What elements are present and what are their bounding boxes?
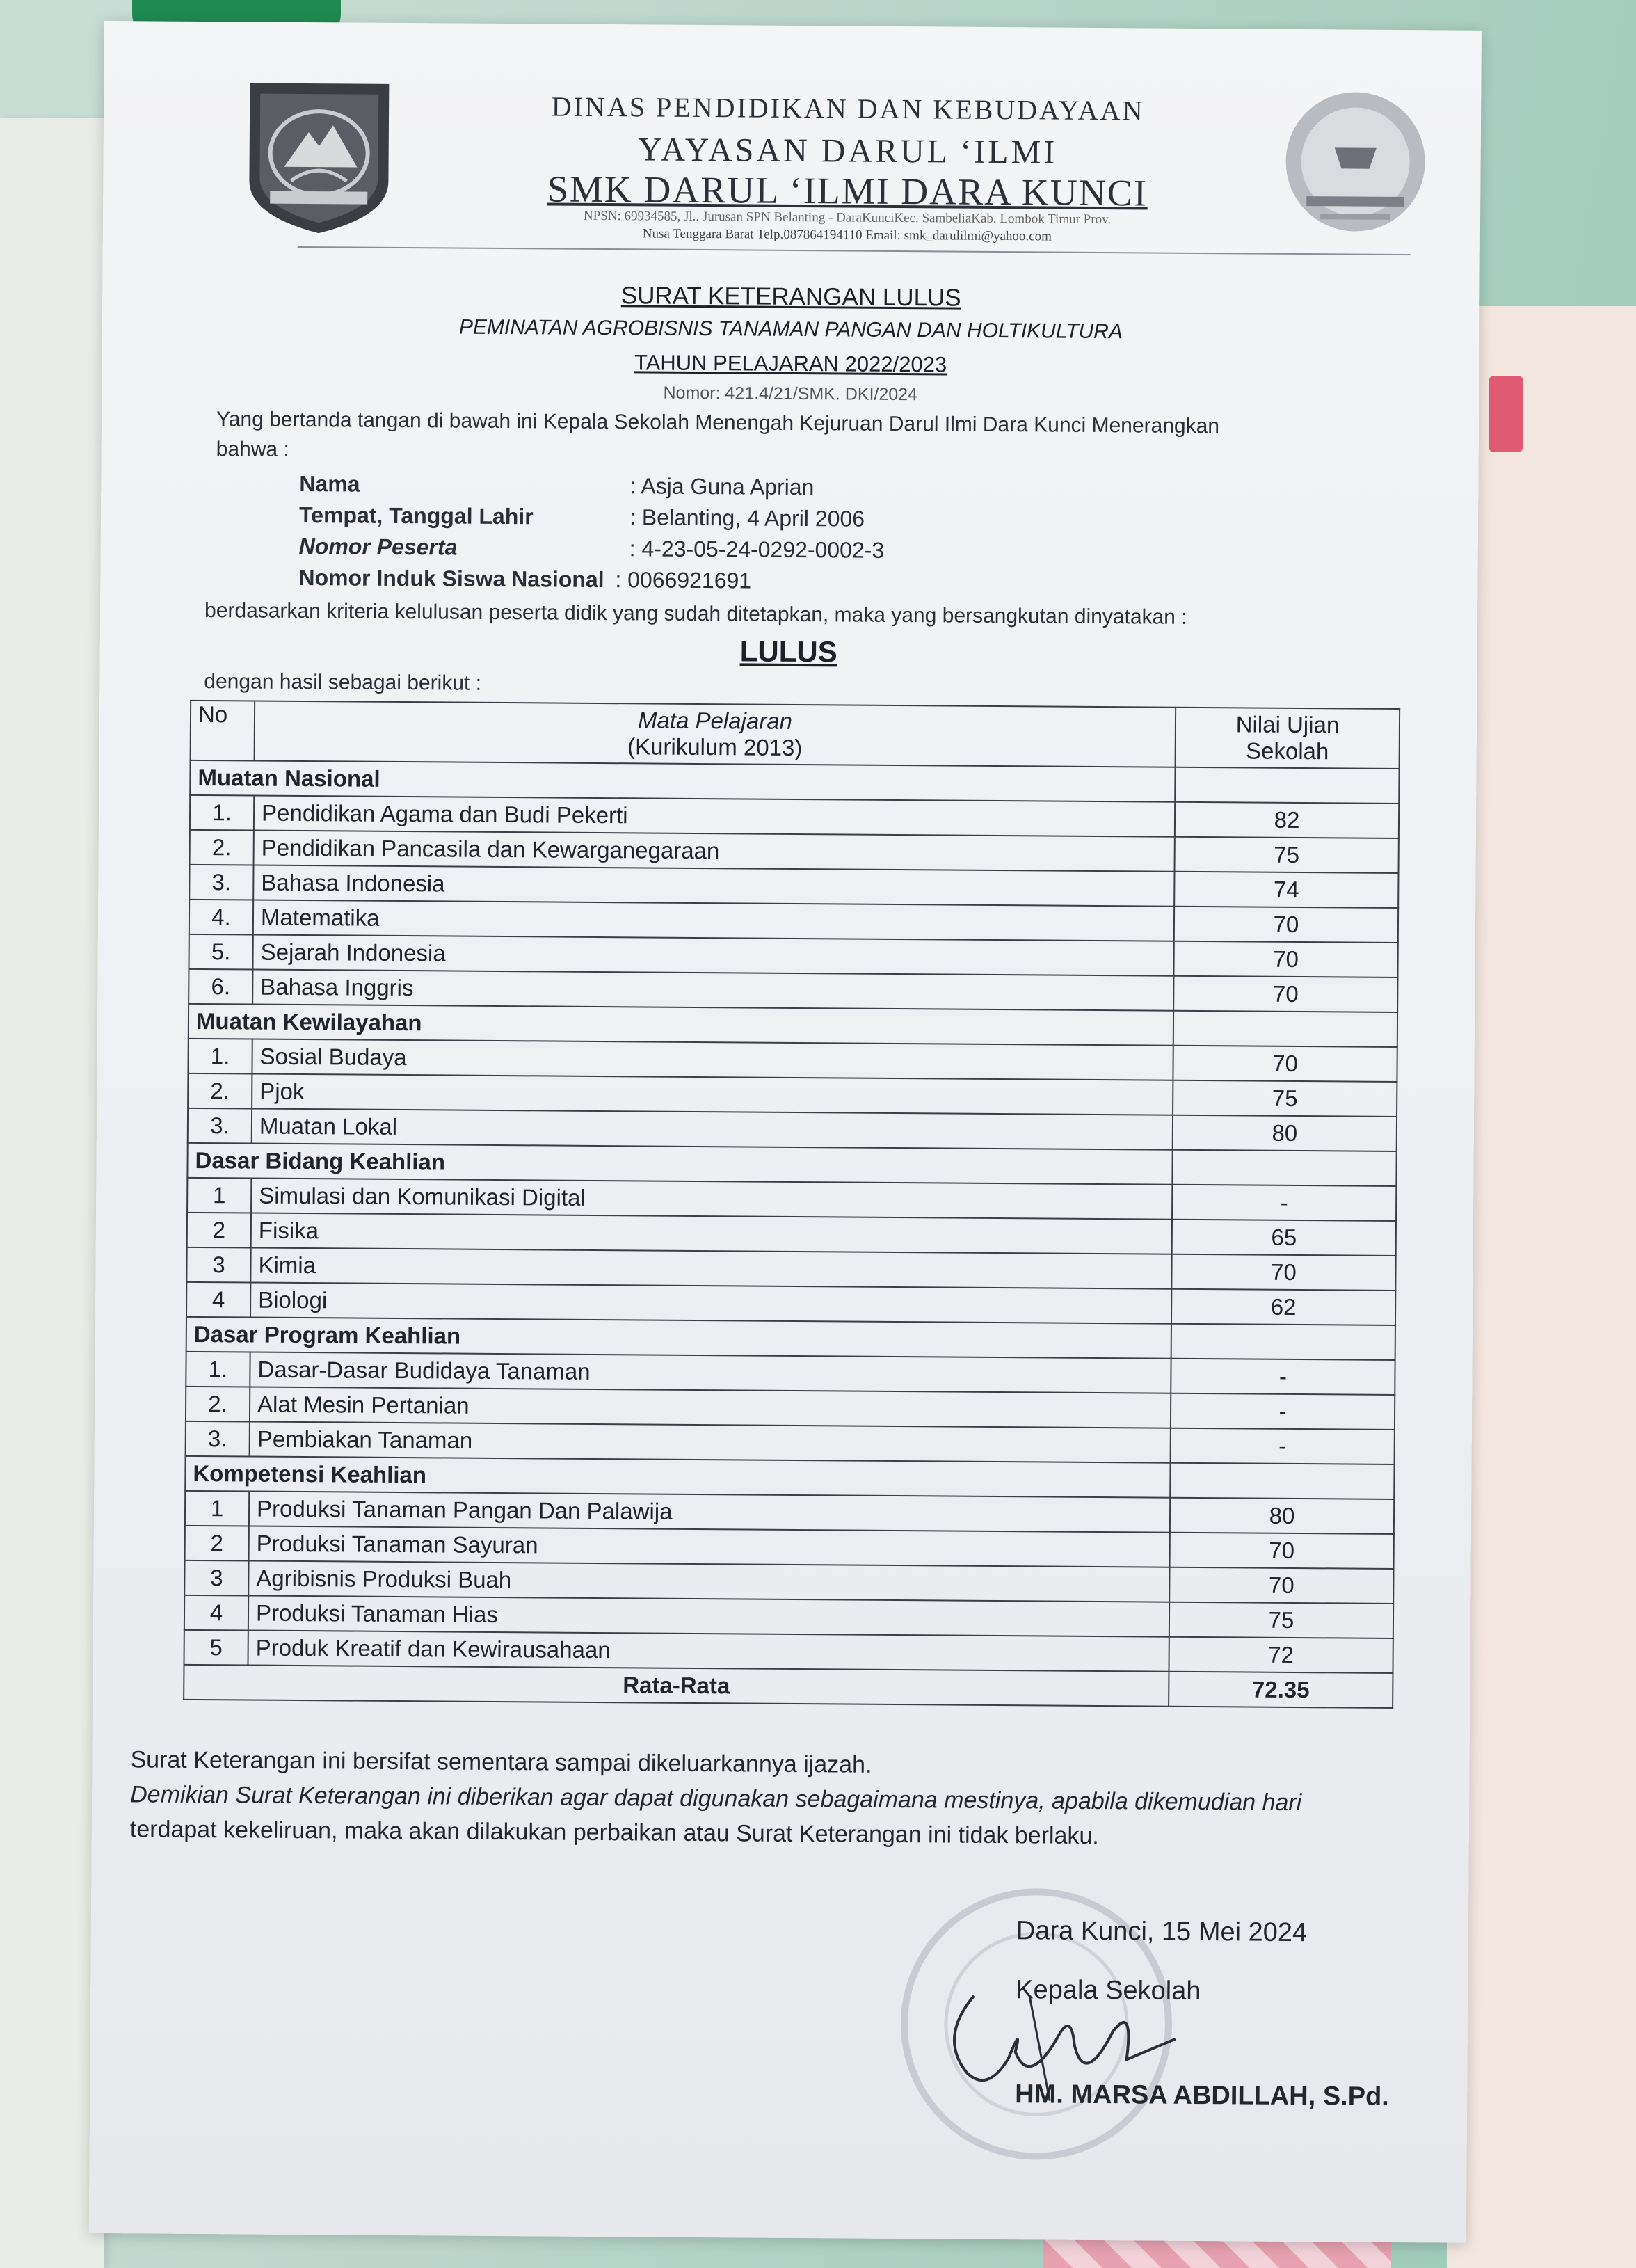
subject-name: Sosial Budaya [252,1039,1173,1080]
subject-name: Muatan Lokal [252,1109,1173,1150]
header-score-line2: Sekolah [1245,737,1329,765]
row-number: 3. [188,1108,252,1144]
subject-score: 70 [1174,907,1398,943]
row-number: 3. [189,865,253,900]
header-score-line1: Nilai Ujian [1235,711,1340,738]
subject-score: 70 [1170,1533,1394,1569]
header-no: No [191,701,255,761]
subject-name: Pendidikan Agama dan Budi Pekerti [254,796,1175,837]
subject-score: 74 [1174,872,1398,908]
header-subject-line2: (Kurikulum 2013) [627,733,803,761]
average-value: 72.35 [1169,1672,1393,1708]
row-number: 4 [184,1595,248,1631]
regency-emblem-icon [242,76,396,237]
section-name: Dasar Program Keahlian [186,1317,1171,1359]
birth-label: Tempat, Tanggal Lahir [298,502,534,529]
school-address: NPSN: 69934585, Jl.. Jurusan SPN Belanting - DaraKunciKec. SambeliaKab. Lombok Timur Prov. [583,208,1112,227]
subject-name: Simulasi dan Komunikasi Digital [251,1179,1172,1220]
graduation-result: LULUS [739,634,837,669]
subject-score: - [1171,1359,1395,1395]
section-name: Dasar Bidang Keahlian [187,1143,1172,1185]
subject-score: 70 [1173,1046,1397,1082]
average-row [184,1665,1393,1708]
underlying-paper [0,118,104,2268]
section-score-cell [1172,1150,1396,1186]
section-name: Muatan Kewilayahan [189,1004,1173,1046]
section-score-cell [1171,1324,1395,1360]
subject-score: 80 [1170,1498,1394,1534]
row-number: 5. [189,934,252,970]
row-number: 2 [185,1526,249,1561]
subject-score: 65 [1172,1220,1396,1256]
average-label: Rata-Rata [184,1665,1169,1707]
agency-name: DINAS PENDIDIKAN DAN KEBUDAYAAN [551,90,1145,127]
subject-name: Pendidikan Pancasila dan Kewarganegaraan [254,831,1175,872]
subject-name: Sejarah Indonesia [252,935,1173,976]
subject-name: Alat Mesin Pertanian [250,1387,1171,1428]
grades-table [183,700,1400,1709]
subject-name: Agribisnis Produksi Buah [248,1561,1169,1602]
subject-score: 70 [1173,941,1397,977]
school-name: SMK DARUL ‘ILMI DARA KUNCI [547,168,1148,214]
subject-score: 70 [1169,1567,1393,1604]
section-score-cell [1173,1011,1397,1047]
row-number: 6. [189,969,252,1005]
subject-score: - [1171,1428,1395,1464]
row-number: 4. [189,900,253,935]
subject-name: Produk Kreatif dan Kewirausahaan [248,1631,1169,1672]
document-number: Nomor: 421.4/21/SMK. DKI/2024 [663,383,918,405]
row-number: 4 [186,1282,250,1318]
subject-score: - [1172,1185,1396,1221]
row-number: 1. [190,795,254,831]
row-number: 5 [184,1630,248,1666]
participant-number-value: : 4-23-05-24-0292-0002-3 [629,536,885,563]
closing-text-cont: terdapat kekeliruan, maka akan dilakukan perbaikan atau Surat Keterangan ini tidak berlaku. [129,1816,1099,1850]
criteria-text: berdasarkan kriteria kelulusan peserta didik yang sudah ditetapkan, maka yang bersangkutan dinyatakan : [204,599,1187,629]
foundation-name: YAYASAN DARUL ‘ILMI [637,131,1058,171]
temporary-note: Surat Keterangan ini bersifat sementara sampai dikeluarkannya ijazah. [130,1746,872,1778]
nisn-value: : 0066921691 [615,567,752,593]
subject-name: Biologi [250,1283,1171,1324]
header-subject [255,701,1176,767]
row-number: 1. [188,1039,252,1074]
subject-score: 82 [1175,802,1399,838]
subject-name: Bahasa Inggris [252,970,1173,1011]
subject-name: Dasar-Dasar Budidaya Tanaman [250,1352,1171,1393]
name-value: : Asja Guna Aprian [629,473,815,500]
row-number: 3 [184,1560,248,1596]
subject-score: 80 [1173,1115,1397,1151]
row-number: 2. [188,1073,252,1109]
subject-score: 70 [1171,1254,1395,1291]
participant-number-label: Nomor Peserta [298,533,458,560]
subject-name: Produksi Tanaman Pangan Dan Palawija [249,1492,1170,1533]
subject-name: Pjok [252,1074,1173,1115]
closing-text: Demikian Surat Keterangan ini diberikan agar dapat digunakan sebagaimana mestinya, apabila dikemudian hari [130,1781,1302,1816]
document-title: SURAT KETERANGAN LULUS [620,282,961,312]
school-contact: Nusa Tenggara Barat Telp.087864194110 Email: smk_darulilmi@yahoo.com [642,226,1052,244]
subject-name: Bahasa Indonesia [253,865,1174,907]
subject-score: 75 [1175,837,1399,873]
section-name: Muatan Nasional [190,760,1175,802]
result-intro: dengan hasil sebagai berikut : [204,670,482,695]
place-date: Dara Kunci, 15 Mei 2024 [1016,1916,1308,1948]
row-number: 2. [190,830,254,865]
signatory-name: HM. MARSA ABDILLAH, S.Pd. [1015,2079,1389,2111]
subject-name: Pembiakan Tanaman [250,1422,1171,1463]
subject-name: Produksi Tanaman Sayuran [249,1526,1170,1567]
name-label: Nama [299,470,360,497]
section-score-cell [1170,1463,1394,1499]
birth-value: : Belanting, 4 April 2006 [629,504,865,532]
subject-name: Produksi Tanaman Hias [248,1596,1169,1637]
subject-score: 62 [1171,1289,1395,1325]
document-subtitle: PEMINATAN AGROBISNIS TANAMAN PANGAN DAN HOLTIKULTURA [458,315,1123,344]
row-number: 1. [186,1352,250,1387]
table-header-row [191,701,1400,769]
intro-text: Yang bertanda tangan di bawah ini Kepala Sekolah Menengah Kejuruan Darul Ilmi Dara Kunci Menerangkan [216,408,1220,438]
subject-name: Fisika [251,1213,1172,1254]
school-logo-icon [1278,85,1433,253]
subject-name: Matematika [253,900,1174,941]
row-number: 2. [186,1387,250,1422]
row-number: 1 [185,1491,249,1526]
row-number: 3 [186,1247,250,1283]
subject-name: Kimia [250,1248,1171,1289]
subject-score: 70 [1173,976,1397,1012]
row-number: 3. [186,1421,250,1457]
subject-score: - [1171,1393,1395,1430]
subject-score: 75 [1169,1602,1393,1638]
certificate-page [89,21,1482,2243]
row-number: 1 [187,1178,251,1213]
academic-year: TAHUN PELAJARAN 2022/2023 [634,350,947,377]
section-name: Kompetensi Keahlian [185,1456,1170,1498]
subject-score: 72 [1169,1637,1393,1673]
header-divider [298,246,1411,255]
subject-score: 75 [1173,1080,1397,1117]
nisn-label: Nomor Induk Siswa Nasional [298,564,604,593]
pink-paper-edge [1489,376,1523,452]
intro-text-cont: bahwa : [216,438,289,461]
header-score [1176,708,1400,769]
header-subject-line1: Mata Pelajaran [637,707,793,734]
signatory-position: Kepala Sekolah [1016,1975,1201,2006]
row-number: 2 [187,1213,251,1248]
section-score-cell [1175,767,1399,804]
